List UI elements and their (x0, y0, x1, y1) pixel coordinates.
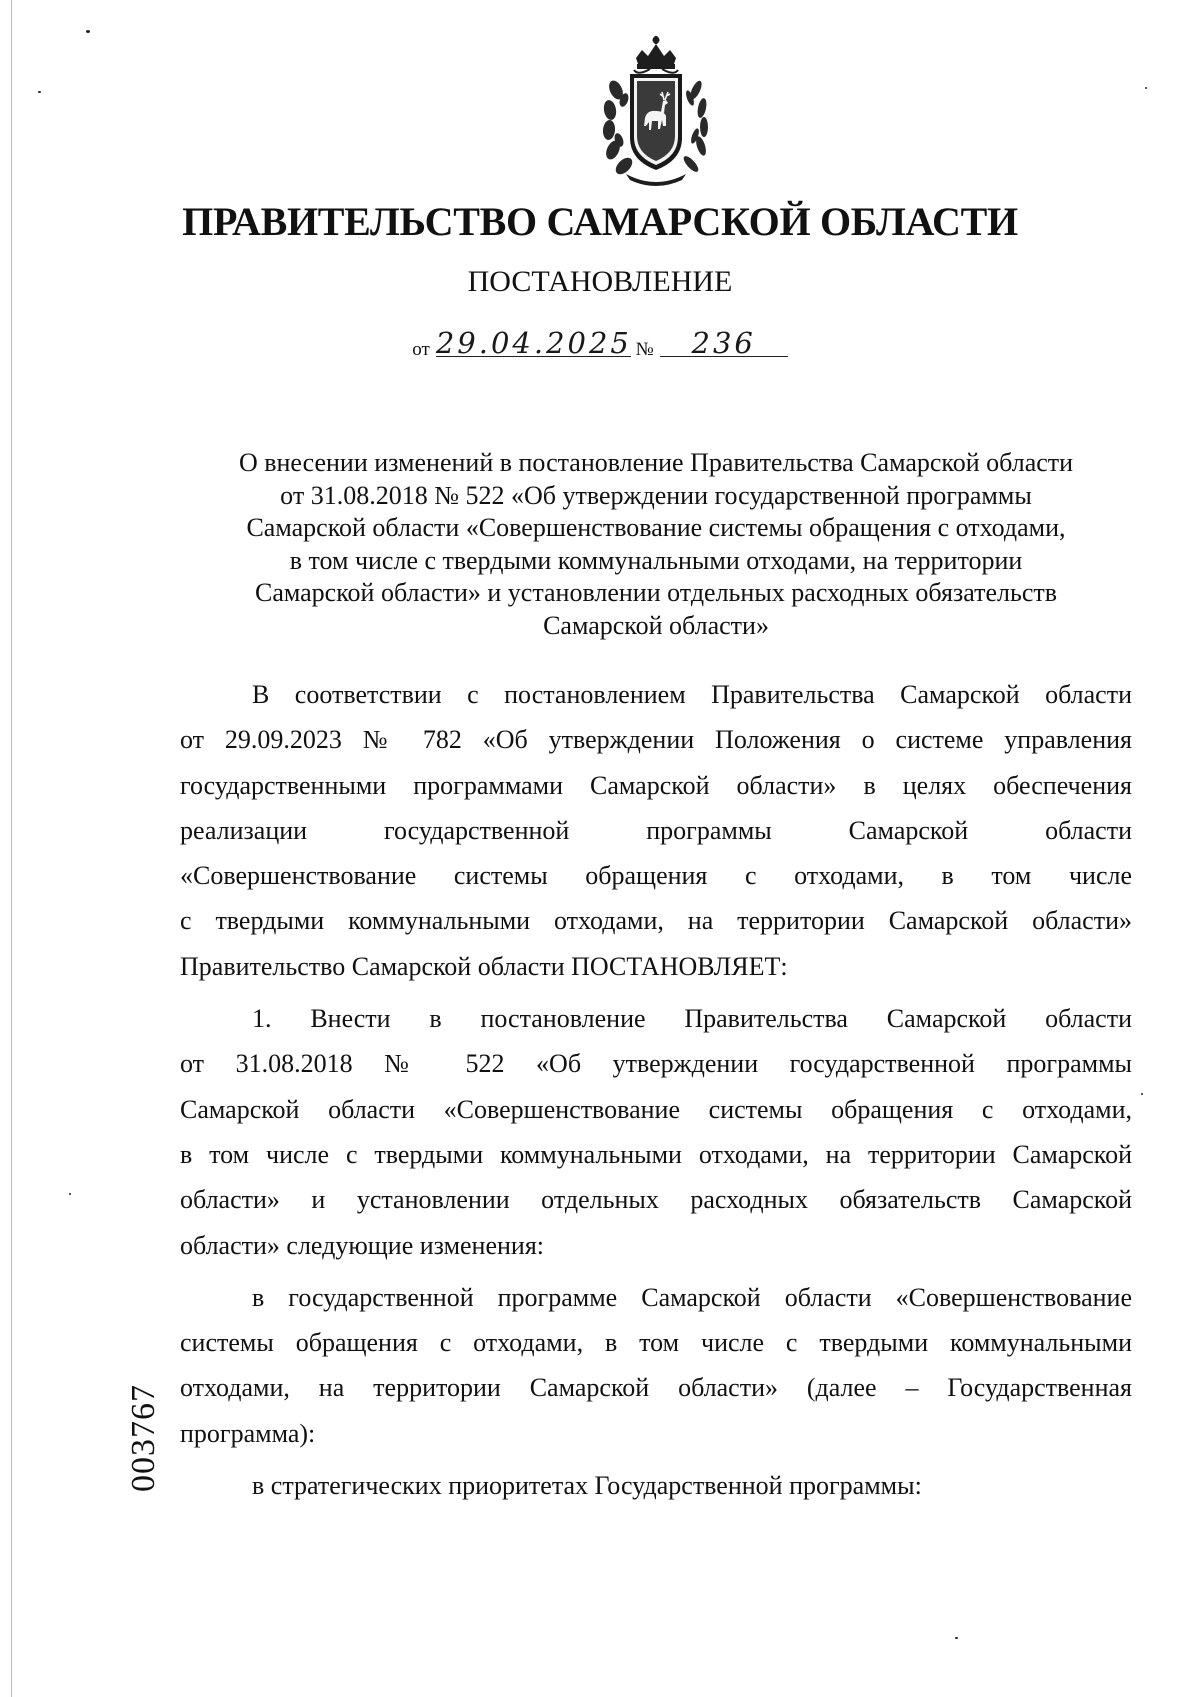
body-line: в государственной программе Самарской области «Совершенствование (252, 1282, 1132, 1312)
subject-line: Самарской области» и установлении отдельных расходных обязательств (254, 578, 1057, 607)
scan-edge-line (11, 0, 12, 1697)
body-line: области» и установлении отдельных расходных обязательств Самарской (180, 1185, 1132, 1215)
body-line: от 31.08.2018 № 522 «Об утверждении государственной программы (180, 1049, 1132, 1079)
body-line: «Совершенствование системы обращения с отходами, в том числе (180, 861, 1132, 891)
subject-heading (180, 447, 1132, 642)
item-1-paragraph (180, 996, 1132, 1268)
body-line: В соответствии с постановлением Правительства Самарской области (252, 680, 1132, 709)
scan-speck (38, 91, 41, 93)
body-line: Самарской области «Совершенствование системы обращения с отходами, (180, 1094, 1132, 1124)
handwritten-number: 236 (660, 330, 788, 357)
scan-speck (69, 1193, 71, 1195)
body-line: Правительство Самарской области ПОСТАНОВЛЯЕТ: (180, 951, 788, 981)
program-paragraph (180, 1275, 1132, 1456)
date-number-line (0, 326, 1200, 361)
body-line: 1. Внести в постановление Правительства Самарской области (252, 1004, 1132, 1034)
body-line: с твердыми коммунальными отходами, на территории Самарской области» (180, 906, 1132, 936)
subject-line: Самарской области» (543, 610, 769, 640)
body-line: от 29.09.2023 № 782 «Об утверждении Положения о системе управления (180, 725, 1132, 755)
side-serial-number: 003767 (125, 1384, 162, 1492)
body-line: отходами, на территории Самарской области» (далее – Государственная (180, 1373, 1132, 1403)
date-prefix: от (412, 339, 430, 360)
subject-line: от 31.08.2018 № 522 «Об утверждении государственной программы (280, 480, 1032, 510)
subject-line: в том числе с твердыми коммунальными отходами, на территории (289, 545, 1023, 575)
handwritten-date: 29.04.2025 (435, 326, 632, 360)
coat-of-arms-emblem (594, 34, 718, 186)
body-line: программа): (180, 1418, 316, 1448)
scan-speck (86, 30, 90, 33)
number-sign: № (635, 339, 654, 360)
preamble-paragraph (180, 672, 1132, 989)
subject-line: О внесении изменений в постановление Правительства Самарской области (238, 448, 1074, 477)
scan-speck (955, 1637, 958, 1639)
scan-speck (1141, 1093, 1143, 1095)
subject-line: Самарской области «Совершенствование системы обращения с отходами, (246, 513, 1066, 542)
body-line: области» следующие изменения: (180, 1230, 545, 1260)
body-line: в том числе с твердыми коммунальными отходами, на территории Самарской (180, 1139, 1132, 1169)
body-line: государственными программами Самарской области» в целях обеспечения (180, 770, 1132, 800)
body-line: реализации государственной программы Самарской области (180, 815, 1132, 845)
priorities-paragraph (180, 1463, 1132, 1508)
scan-speck (1145, 87, 1147, 89)
body-line: в стратегических приоритетах Государственной программы: (252, 1471, 922, 1501)
body-line: системы обращения с отходами, в том числе с твердыми коммунальными (180, 1328, 1132, 1358)
document-body (180, 672, 1132, 1508)
document-type: ПОСТАНОВЛЕНИЕ (467, 265, 733, 298)
organization-title: ПРАВИТЕЛЬСТВО САМАРСКОЙ ОБЛАСТИ (182, 199, 1018, 244)
